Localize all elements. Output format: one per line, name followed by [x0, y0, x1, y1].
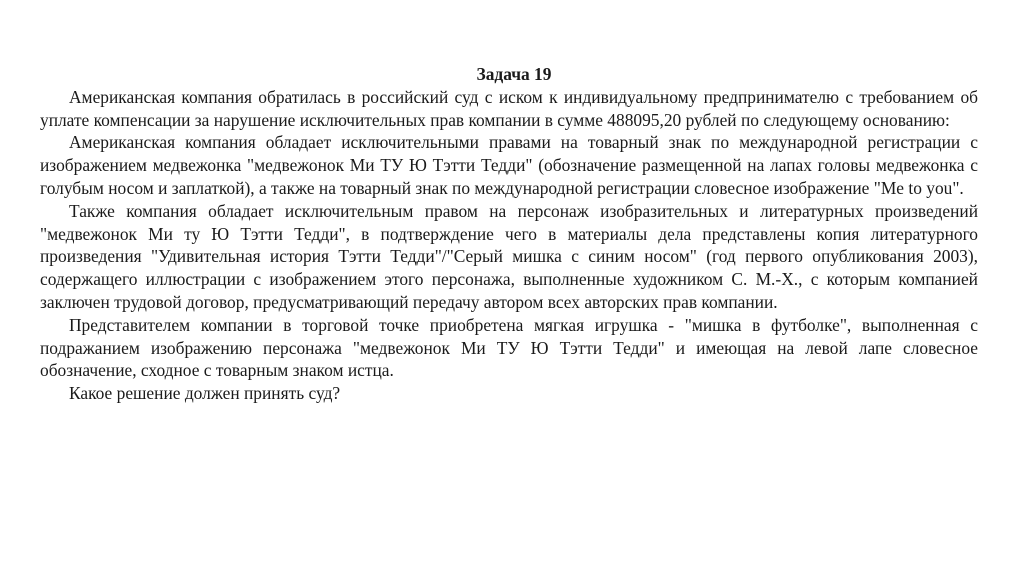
paragraph-character-rights: Также компания обладает исключительным правом на персонаж изобразительных и литературных произведений "медвежонок Ми ту Ю Тэтти Тедди", в подтверждение чего в материалы дела представлены копия литературного произведения "Удивительная история Тэтти Тедди"/"Серый мишка с синим носом" (год первого опубликования 2003), содержащего иллюстрации с изображением этого персонажа, выполненные художником С. М.-Х., с которым компанией заключен трудовой договор, предусматривающий передачу автором всех авторских прав компании.: [40, 200, 978, 312]
document-page: [40, 63, 978, 405]
paragraph-question: Какое решение должен принять суд?: [69, 383, 341, 404]
paragraph-claim: Американская компания обратилась в российский суд с иском к индивидуальному предпринимателю с требованием об уплате компенсации за нарушение исключительных прав компании в сумме 488095,20 рублей по следующему основанию:: [40, 86, 978, 130]
document-title: Задача 19: [476, 64, 552, 84]
paragraph-trademark-rights: Американская компания обладает исключительными правами на товарный знак по международной регистрации с изображением медвежонка "медвежонок Ми ТУ Ю Тэтти Тедди" (обозначение размещенной на лапах головы медвежонка с голубым носом и заплаткой), а также на товарный знак по международной регистрации словесное изображение "Me to you".: [40, 132, 978, 198]
paragraph-toy-purchase: Представителем компании в торговой точке приобретена мягкая игрушка - "мишка в футболке", выполненная с подражанием изображению персонажа "медвежонок Ми ТУ Ю Тэтти Тедди" и имеющая на левой лапе словесное обозначение, сходное с товарным знаком истца.: [40, 314, 978, 381]
